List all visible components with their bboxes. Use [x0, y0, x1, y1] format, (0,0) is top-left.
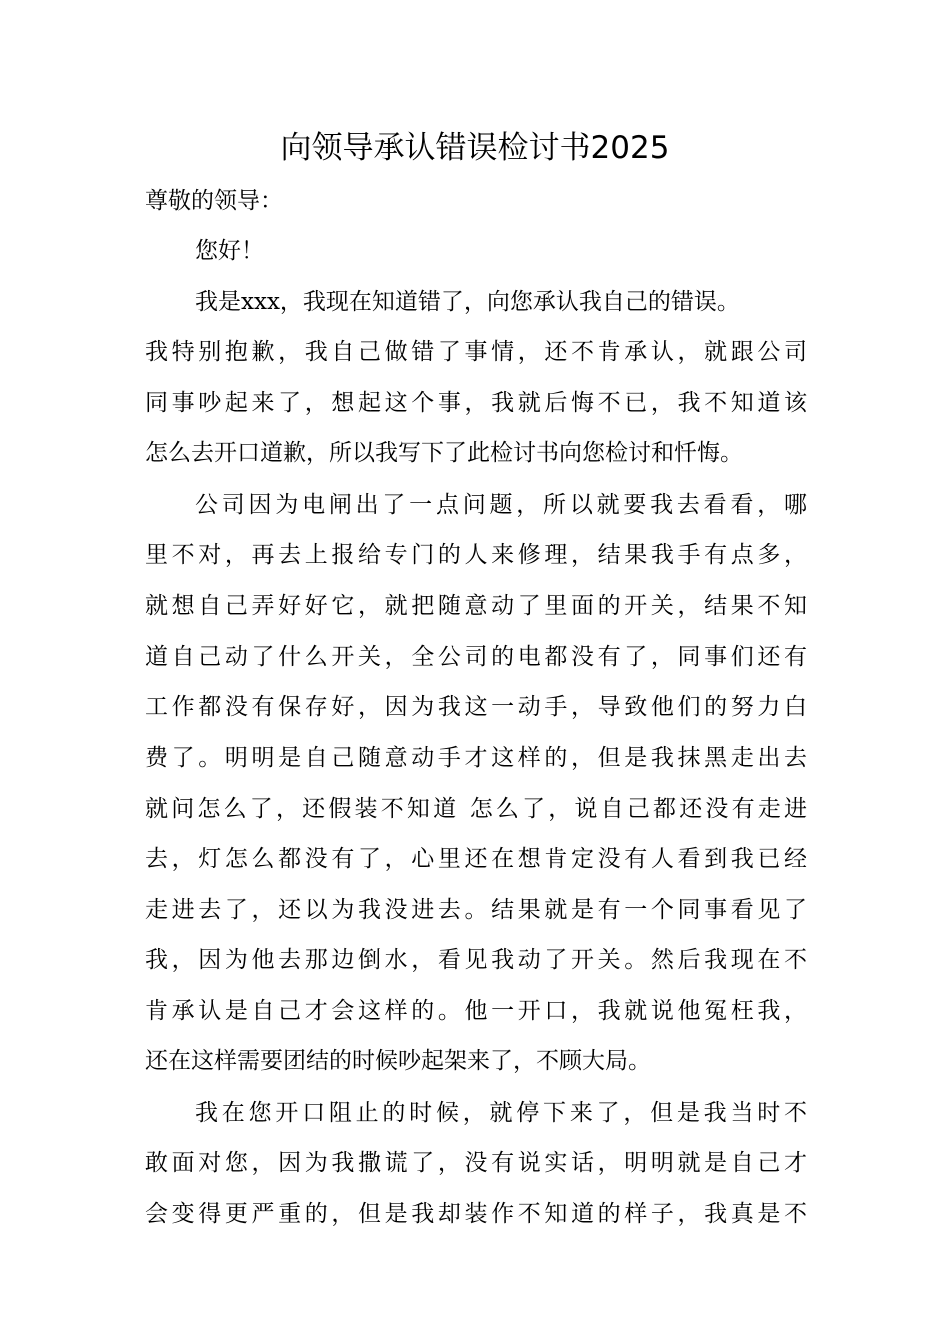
body-line: 敢面对您，因为我撒谎了，没有说实话，明明就是自己才 — [145, 1150, 807, 1176]
body-line: 同事吵起来了，想起这个事，我就后悔不已，我不知道该 — [145, 390, 807, 416]
body-line: 费了。明明是自己随意动手才这样的，但是我抹黑走出去 — [145, 745, 807, 771]
body-line: 工作都没有保存好，因为我这一动手，导致他们的努力白 — [145, 694, 807, 720]
body-line: 我，因为他去那边倒水，看见我动了开关。然后我现在不 — [145, 947, 807, 973]
body-line: 里不对，再去上报给专门的人来修理，结果我手有点多， — [145, 542, 807, 568]
body-line: 就想自己弄好好它，就把随意动了里面的开关，结果不知 — [145, 593, 807, 619]
greeting: 您好！ — [195, 238, 264, 264]
body-line: 我特别抱歉，我自己做错了事情，还不肯承认，就跟公司 — [145, 339, 807, 365]
body-line: 怎么去开口道歉，所以我写下了此检讨书向您检讨和忏悔。 — [145, 440, 743, 466]
salutation: 尊敬的领导： — [145, 188, 283, 214]
body-line: 公司因为电闸出了一点问题，所以就要我去看看，哪 — [195, 492, 807, 518]
body-line: 道自己动了什么开关，全公司的电都没有了，同事们还有 — [145, 644, 807, 670]
body-line: 还在这样需要团结的时候吵起架来了，不顾大局。 — [145, 1048, 651, 1074]
body-line: 就问怎么了，还假装不知道 怎么了，说自己都还没有走进 — [145, 796, 807, 822]
body-line: 走进去了，还以为我没进去。结果就是有一个同事看见了 — [145, 897, 807, 923]
body-line: 会变得更严重的，但是我却装作不知道的样子，我真是不 — [145, 1201, 807, 1227]
body-line: 我在您开口阻止的时候，就停下来了，但是我当时不 — [195, 1100, 807, 1126]
body-line: 肯承认是自己才会这样的。他一开口，我就说他冤枉我， — [145, 998, 807, 1024]
document-title: 向领导承认错误检讨书2025 — [280, 130, 670, 166]
body-line: 我是xxx，我现在知道错了，向您承认我自己的错误。 — [195, 289, 740, 315]
body-line: 去，灯怎么都没有了，心里还在想肯定没有人看到我已经 — [145, 846, 807, 872]
